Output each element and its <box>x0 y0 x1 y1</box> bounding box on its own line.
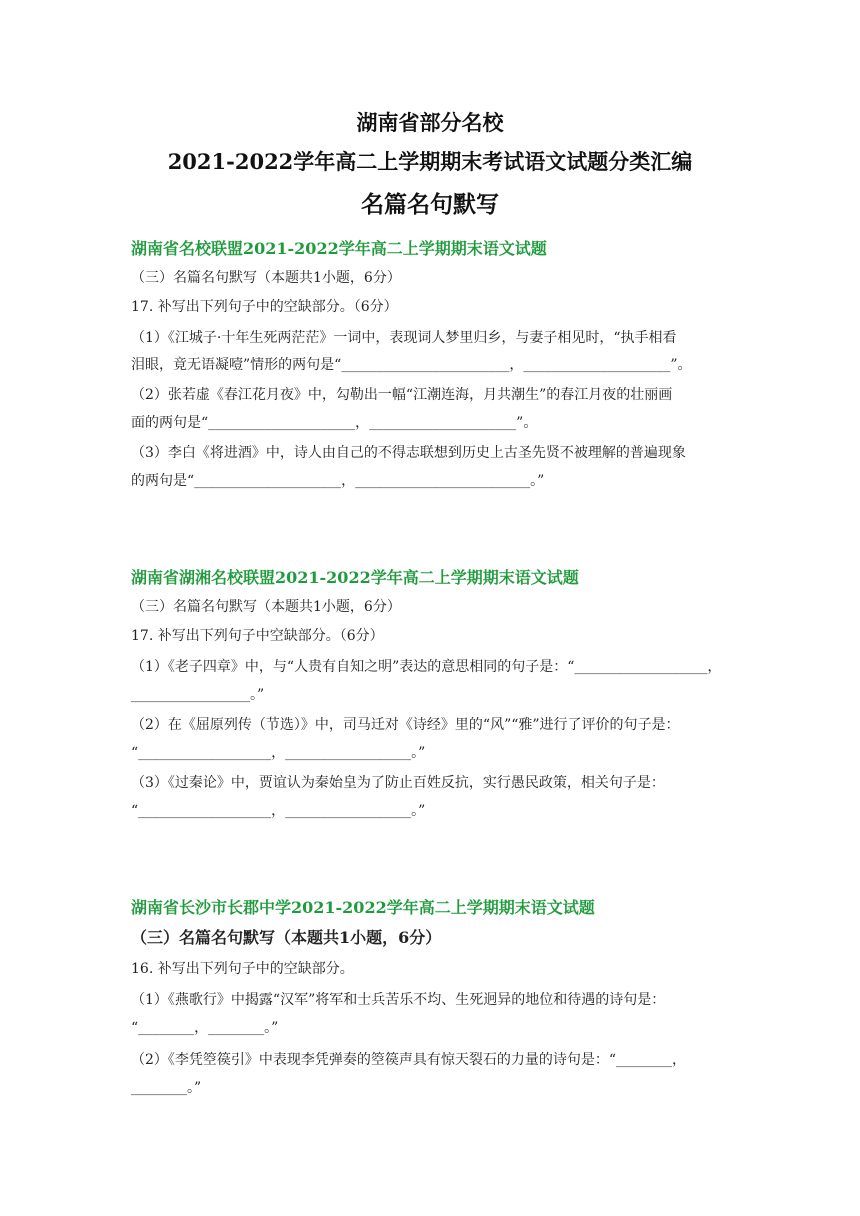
section-3-line: （1）《燕歌行》中揭露“汉军”将军和士兵苦乐不均、生死迥异的地位和待遇的诗句是： <box>131 992 666 1008</box>
doc-title-line1: 湖南省部分名校 <box>356 110 504 135</box>
section-1-line: 面的两句是“_____________________，_____________________”。 <box>131 415 538 431</box>
section-3-line: （2）《李凭箜篌引》中表现李凭弹奏的箜篌声具有惊天裂石的力量的诗句是：“________， <box>131 1052 687 1068</box>
section-1-line: （3）李白《将进酒》中，诗人由自己的不得志联想到历史上古圣先贤不被理解的普遍现象 <box>131 445 686 461</box>
section-2-subheading: （三）名篇名句默写（本题共1小题，6分） <box>131 599 401 615</box>
section-2-heading: 湖南省湖湘名校联盟2021-2022学年高二上学期期末语文试题 <box>131 568 579 587</box>
section-2-line: “___________________，__________________。” <box>131 745 426 761</box>
section-2-line: _________________。” <box>131 687 265 703</box>
section-1-line: 泪眼，竟无语凝噎”情形的两句是“________________________，_____________________”。 <box>131 357 692 373</box>
section-1-line: （1）《江城子·十年生死两茫茫》一词中，表现词人梦里归乡，与妻子相见时，“执手相看 <box>131 330 677 346</box>
doc-title-line3: 名篇名句默写 <box>361 191 499 218</box>
section-1-line: 的两句是“_____________________，_________________________。” <box>131 473 545 489</box>
section-2-line: （1）《老子四章》中，与“人贵有自知之明”表达的意思相同的句子是：“___________________， <box>131 659 722 675</box>
section-2-line: （3）《过秦论》中，贾谊认为秦始皇为了防止百姓反抗，实行愚民政策，相关句子是： <box>131 775 665 791</box>
section-2-line: （2）在《屈原列传（节选）》中，司马迁对《诗经》里的“风”“雅”进行了评价的句子是： <box>131 717 680 733</box>
section-1-subheading: （三）名篇名句默写（本题共1小题，6分） <box>131 270 401 286</box>
section-1-line: （2）张若虚《春江花月夜》中，勾勒出一幅“江潮连海，月共潮生”的春江月夜的壮丽画 <box>131 387 673 403</box>
section-3-line: ________。” <box>131 1080 202 1096</box>
section-1-heading: 湖南省名校联盟2021-2022学年高二上学期期末语文试题 <box>131 239 547 258</box>
doc-title-line2: 2021-2022学年高二上学期期末考试语文试题分类汇编 <box>167 149 693 174</box>
section-3-line: “________，________。” <box>131 1020 279 1036</box>
section-3-question: 16. 补写出下列句子中的空缺部分。 <box>131 961 354 977</box>
section-2-line: “___________________，__________________。” <box>131 803 426 819</box>
section-2-question: 17. 补写出下列句子中空缺部分。（6分） <box>131 628 384 644</box>
section-3-subheading: （三）名篇名句默写（本题共1小题，6分） <box>131 928 442 947</box>
section-1-question: 17. 补写出下列句子中的空缺部分。（6分） <box>131 299 398 315</box>
section-3-heading: 湖南省长沙市长郡中学2021-2022学年高二上学期期末语文试题 <box>131 898 595 917</box>
